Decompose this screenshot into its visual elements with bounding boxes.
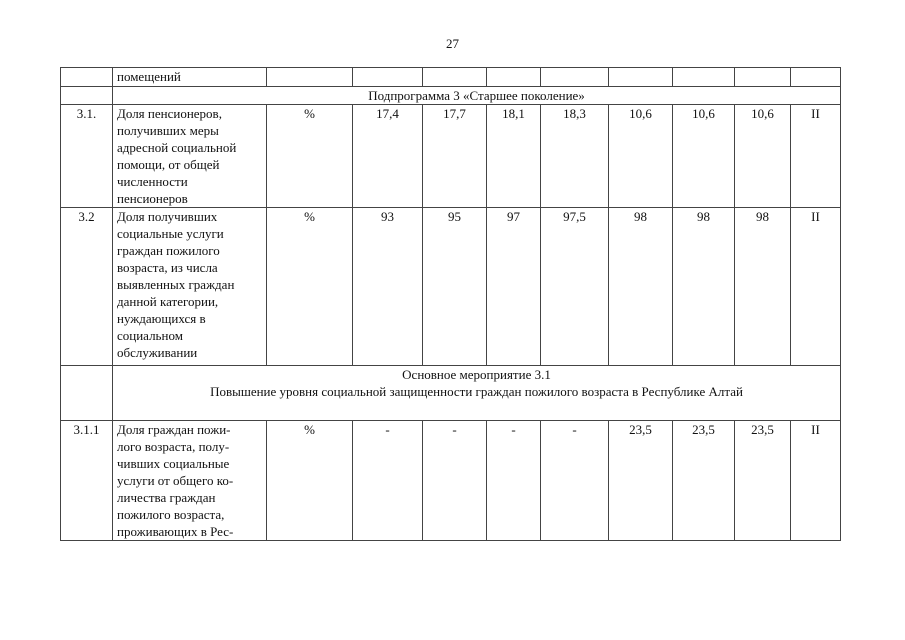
value-cell xyxy=(487,68,541,87)
category-cell xyxy=(791,68,841,87)
value-cell: 10,6 xyxy=(735,105,791,208)
value-cell: 23,5 xyxy=(609,421,673,541)
table-row xyxy=(61,208,841,366)
value-cell: 10,6 xyxy=(673,105,735,208)
unit-cell: % xyxy=(267,421,353,541)
indicator-name-cell: Доля пенсионеров, получивших меры адресной социальной помощи, от общей численности пенсионеров xyxy=(113,105,267,208)
value-cell xyxy=(541,68,609,87)
value-cell: - xyxy=(541,421,609,541)
indicator-name-cell: помещений xyxy=(113,68,267,87)
unit-cell: % xyxy=(267,105,353,208)
value-cell xyxy=(673,68,735,87)
section-row xyxy=(61,87,841,105)
value-cell: - xyxy=(487,421,541,541)
value-cell: 97,5 xyxy=(541,208,609,366)
value-cell: 18,1 xyxy=(487,105,541,208)
value-cell xyxy=(609,68,673,87)
value-cell: 17,7 xyxy=(423,105,487,208)
value-cell: - xyxy=(353,421,423,541)
value-cell: 23,5 xyxy=(673,421,735,541)
value-cell: - xyxy=(423,421,487,541)
value-cell: 18,3 xyxy=(541,105,609,208)
indicator-name-cell: Доля получивших социальные услуги граждан пожилого возраста, из числа выявленных граждан данной категории, нуждающихся в социальном обслуживании xyxy=(113,208,267,366)
section-row xyxy=(61,366,841,421)
row-number-cell xyxy=(61,87,113,105)
value-cell: 93 xyxy=(353,208,423,366)
value-cell: 97 xyxy=(487,208,541,366)
value-cell xyxy=(423,68,487,87)
row-number-cell: 3.2 xyxy=(61,208,113,366)
row-number-cell: 3.1. xyxy=(61,105,113,208)
value-cell: 17,4 xyxy=(353,105,423,208)
value-cell: 98 xyxy=(673,208,735,366)
row-number-cell xyxy=(61,68,113,87)
page-number: 27 xyxy=(446,36,459,51)
section-title: Основное мероприятие 3.1 Повышение уровня социальной защищенности граждан пожилого возраста в Республике Алтай xyxy=(113,366,841,421)
value-cell: 10,6 xyxy=(609,105,673,208)
section-title: Подпрограмма 3 «Старшее поколение» xyxy=(113,87,841,105)
value-cell: 23,5 xyxy=(735,421,791,541)
value-cell: 95 xyxy=(423,208,487,366)
value-cell: 98 xyxy=(735,208,791,366)
value-cell xyxy=(353,68,423,87)
indicators-table xyxy=(60,67,841,541)
category-cell: II xyxy=(791,208,841,366)
indicator-name-cell: Доля граждан пожи- лого возраста, полу- чивших социальные услуги от общего ко- личества граждан пожилого возраста, проживающих в Рес- xyxy=(113,421,267,541)
table-row xyxy=(61,421,841,541)
table-row xyxy=(61,105,841,208)
category-cell: II xyxy=(791,421,841,541)
value-cell: 98 xyxy=(609,208,673,366)
unit-cell: % xyxy=(267,208,353,366)
value-cell xyxy=(735,68,791,87)
row-number-cell xyxy=(61,366,113,421)
category-cell: II xyxy=(791,105,841,208)
row-number-cell: 3.1.1 xyxy=(61,421,113,541)
unit-cell xyxy=(267,68,353,87)
table-row xyxy=(61,68,841,87)
